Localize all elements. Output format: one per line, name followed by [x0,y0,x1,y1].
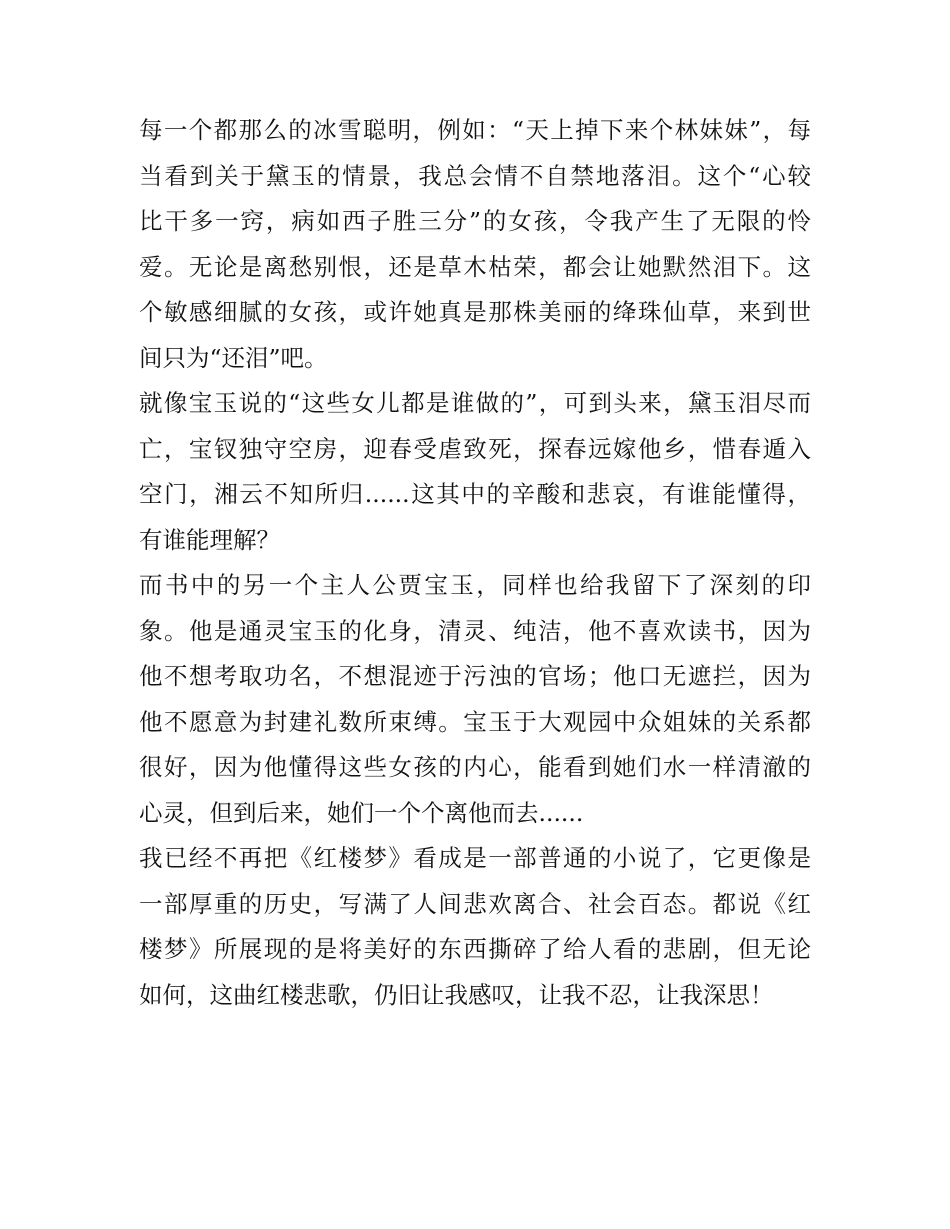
text-line: 有谁能理解？ [139,525,280,554]
text-line: 很好，因为他懂得这些女孩的内心，能看到她们水一样清澈的 [139,753,811,781]
paragraph-conclusion [139,836,811,1018]
text-line: 象。他是通灵宝玉的化身，清灵、纯洁，他不喜欢读书，因为 [139,616,811,645]
text-line: 比干多一窍，病如西子胜三分”的女孩，令我产生了无限的怜 [139,207,811,235]
text-line: 亡，宝钗独守空房，迎春受虐致死，探春远嫁他乡，惜春遁入 [139,434,811,463]
text-line: 每一个都那么的冰雪聪明，例如：“天上掉下来个林妹妹”，每 [139,116,811,144]
paragraph-daiyu [139,108,811,381]
paragraph-fates [139,381,811,563]
text-line: 心灵，但到后来，她们一个个离他而去...... [139,798,584,827]
text-line: 当看到关于黛玉的情景，我总会情不自禁地落泪。这个“心较 [139,161,811,190]
paragraph-baoyu [139,563,811,836]
text-line: 他不想考取功名，不想混迹于污浊的官场；他口无遮拦，因为 [139,662,811,690]
body-text [139,108,811,1018]
text-line: 空门，湘云不知所归......这其中的辛酸和悲哀，有谁能懂得， [139,480,811,508]
text-line: 一部厚重的历史，写满了人间悲欢离合、社会百态。都说《红 [139,889,811,918]
text-line: 我已经不再把《红楼梦》看成是一部普通的小说了，它更像是 [139,844,811,872]
text-line: 间只为“还泪”吧。 [139,343,328,372]
text-line: 就像宝玉说的“这些女儿都是谁做的”，可到头来，黛玉泪尽而 [139,389,811,417]
text-line: 个敏感细腻的女孩，或许她真是那株美丽的绛珠仙草，来到世 [139,298,811,326]
text-line: 爱。无论是离愁别恨，还是草木枯荣，都会让她默然泪下。这 [139,252,811,281]
text-line: 楼梦》所展现的是将美好的东西撕碎了给人看的悲剧，但无论 [139,935,811,963]
text-line: 而书中的另一个主人公贾宝玉，同样也给我留下了深刻的印 [139,571,811,599]
text-line: 如何，这曲红楼悲歌，仍旧让我感叹，让我不忍，让我深思！ [139,980,774,1009]
text-line: 他不愿意为封建礼数所束缚。宝玉于大观园中众姐妹的关系都 [139,707,811,736]
